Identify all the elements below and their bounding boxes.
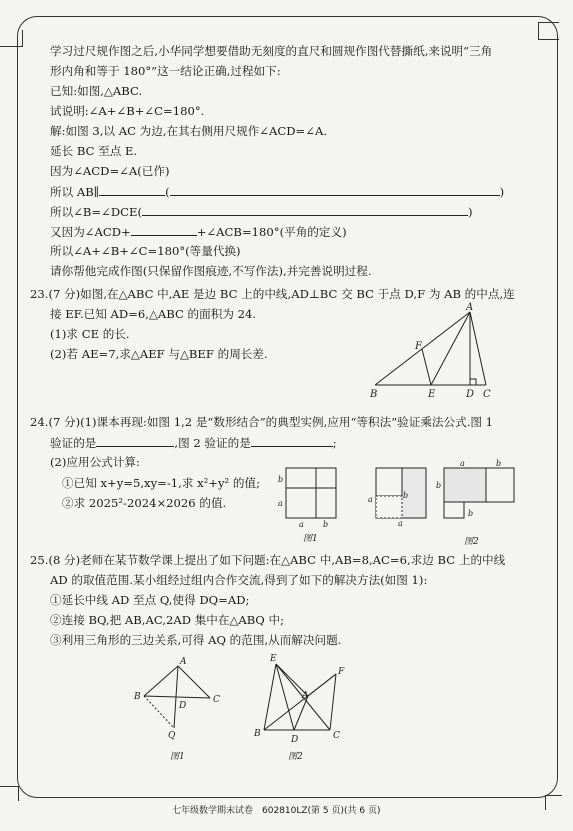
corner-mark-top-left	[0, 30, 23, 47]
point-label-A: A	[180, 657, 187, 667]
point-label-F: F	[338, 667, 345, 677]
text-line: 延长 BC 至点 E.	[50, 144, 138, 158]
side-label-a: a	[278, 499, 283, 508]
question-24-item1: ①已知 x+y=5,xy=-1,求 x²+y² 的值;	[62, 476, 260, 490]
point-label-B: B	[254, 729, 261, 739]
question-25-step3: ③利用三角形的三边关系,可得 AQ 的范围,从而解决问题.	[50, 633, 342, 647]
point-label-Q: Q	[168, 731, 176, 741]
question-23-part2: (2)若 AE=7,求△AEF 与△BEF 的周长差.	[50, 347, 268, 361]
point-label-A: A	[466, 302, 474, 313]
point-label-B: B	[134, 692, 141, 702]
figure-caption: 图2	[464, 537, 479, 547]
point-label-C: C	[483, 389, 491, 400]
figure-24-1-square	[272, 462, 342, 544]
question-25-text: 25.(8 分)老师在某节数学课上提出了如下问题:在△ABC 中,AB=8,AC=6,求边 BC 上的中线	[30, 553, 506, 567]
figure-25-2-squares	[250, 650, 360, 766]
text-line: 请你帮他完成作图(只保留作图痕迹,不写作法),并完善说明过程.	[50, 264, 372, 278]
question-23-part1: (1)求 CE 的长.	[50, 327, 130, 341]
answer-blank[interactable]	[96, 435, 174, 447]
fill-blank-line	[50, 435, 337, 450]
question-23-text: 接 EF.已知 AD=6,△ABC 的面积为 24.	[50, 307, 257, 321]
text-line: 因为∠ACD=∠A(已作)	[50, 164, 170, 178]
side-label-b: b	[403, 491, 409, 500]
question-25-step1: ①延长中线 AD 至点 Q,使得 DQ=AD;	[50, 593, 250, 607]
text-segment: )	[499, 185, 505, 199]
point-label-D: D	[291, 735, 299, 745]
text-line: 所以∠A+∠B+∠C=180°(等量代换)	[50, 244, 241, 258]
corner-mark-top-right	[538, 22, 559, 40]
text-line: 已知:如图,△ABC.	[50, 84, 143, 98]
text-line: 形内角和等于 180°”这一结论正确,过程如下:	[50, 64, 281, 78]
question-24-item2: ②求 2025²-2024×2026 的值.	[62, 496, 227, 510]
corner-mark-bottom-left	[0, 786, 19, 801]
fill-blank-line	[50, 204, 473, 219]
point-label-E: E	[270, 654, 277, 664]
point-label-D: D	[466, 389, 475, 400]
text-line: 学习过尺规作图之后,小华同学想要借助无刻度的直尺和圆规作图代替撕纸,来说明“三角	[50, 44, 493, 58]
text-segment: 所以 AB∥	[50, 185, 100, 199]
answer-blank[interactable]	[142, 204, 468, 216]
side-label-a: a	[368, 495, 373, 504]
answer-blank[interactable]	[99, 184, 165, 196]
corner-mark-bottom-right	[545, 795, 562, 810]
text-line: 试说明:∠A+∠B+∠C=180°.	[50, 104, 205, 118]
text-segment: ;	[332, 436, 337, 450]
text-segment: 又因为∠ACD+	[50, 225, 131, 239]
figure-caption: 图1	[170, 752, 185, 762]
point-label-C: C	[333, 731, 340, 741]
point-label-E: E	[428, 389, 436, 400]
text-line: 解:如图 3,以 AC 为边,在其右侧用尺规作∠ACD=∠A.	[50, 124, 328, 138]
fill-blank-line	[50, 184, 504, 199]
side-label-a: a	[299, 520, 304, 529]
text-segment: 所以∠B=∠DCE(	[50, 205, 143, 219]
text-segment: )	[468, 205, 473, 219]
point-label-B: B	[370, 389, 378, 400]
point-label-C: C	[213, 695, 220, 705]
question-24-part2: (2)应用公式计算:	[50, 455, 140, 469]
answer-blank[interactable]	[251, 435, 333, 447]
side-label-b: b	[436, 481, 442, 490]
figure-caption: 图1	[303, 534, 318, 544]
point-label-F: F	[415, 341, 422, 352]
page-footer: 七年级数学期末试卷 602810LZ(第 5 页)(共 6 页)	[172, 806, 381, 816]
question-25-text: AD 的取值范围.某小组经过组内合作交流,得到了如下的解决方法(如图 1):	[50, 573, 428, 587]
side-label-b: b	[468, 509, 474, 518]
figure-caption: 图2	[288, 752, 303, 762]
side-label-b: b	[496, 459, 502, 468]
side-label-b: b	[278, 475, 284, 484]
figure-25-1-median	[128, 654, 228, 766]
answer-blank[interactable]	[170, 184, 500, 196]
point-label-A: A	[302, 691, 309, 701]
text-segment: +∠ACB=180°(平角的定义)	[196, 225, 347, 239]
side-label-a: a	[460, 459, 465, 468]
text-segment: ,图 2 验证的是	[174, 436, 251, 450]
figure-23-triangle	[360, 302, 500, 402]
question-24-text: 24.(7 分)(1)课本再现:如图 1,2 是“数形结合”的典型实例,应用“等积法”验证乘法公式.图 1	[30, 415, 494, 429]
answer-blank[interactable]	[131, 224, 197, 236]
text-segment: 验证的是	[50, 436, 97, 450]
fill-blank-line	[50, 224, 347, 239]
figure-24-2-squares	[364, 458, 524, 548]
point-label-D: D	[179, 701, 187, 711]
side-label-b: b	[323, 520, 329, 529]
question-23-text: 23.(7 分)如图,在△ABC 中,AE 是边 BC 上的中线,AD⊥BC 交 BC 于点 D,F 为 AB 的中点,连	[30, 287, 515, 301]
question-25-step2: ②连接 BQ,把 AB,AC,2AD 集中在△ABQ 中;	[50, 613, 284, 627]
text-segment: (	[165, 185, 170, 199]
side-label-a: a	[398, 519, 403, 528]
